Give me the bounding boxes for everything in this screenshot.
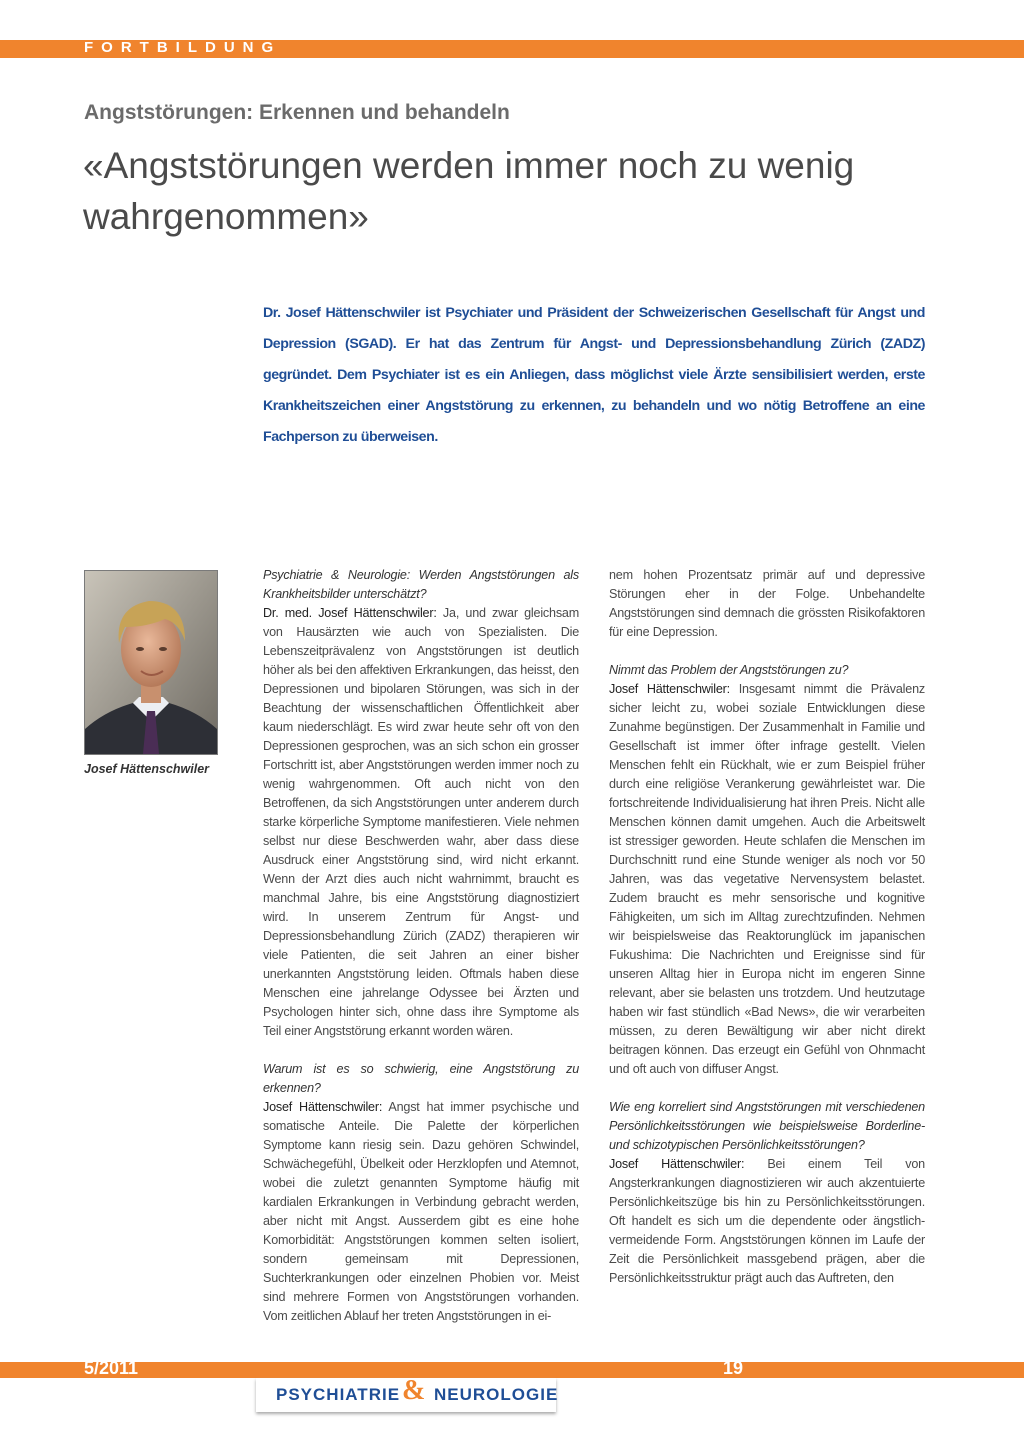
page-number: 19 <box>723 1358 744 1378</box>
issue-number: 5/2011 <box>84 1358 139 1378</box>
interview-answer: Insgesamt nimmt die Prävalenz sicher leicht zu, wobei soziale Entwicklungen diese Zunahme begünstigen. Der Zusammenhalt in Familie und Gesellschaft ist immer öfter infrage gestellt. Vielen Menschen fehlt ein Rückhalt, wie er zum Beispiel früher durch eine religiöse Verankerung gewährleistet war. Die fortschreitende Individualisierung hat ihren Preis. Nicht alle Menschen können damit umgehen. Auch die Arbeitswelt ist stressiger geworden. Heute schlafen die Menschen im Durchschnitt rund eine Stunde weniger als noch vor 50 Jahren, was das vegetative Nervensystem belastet. Zudem braucht es mehr sensorische und kognitive Fähigkeiten, um sich im Alltag zurechtzufinden. Nehmen wir beispielsweise das Reaktorunglück im japanischen Fukushima: Die Nachrichten und Ereignisse sind für unseren Alltag hier in Europa nicht im engeren Sinne relevant, aber sie belasten uns trotzdem. Und heutzutage haben wir fast stündlich «Bad News», die wir verarbeiten müssen, zu deren Bewältigung wir aber nicht direkt beitragen können. Das erzeugt ein Gefühl von Ohnmacht und oft auch von diffuser Angst. <box>609 682 925 1076</box>
text-column-2 <box>609 566 925 1288</box>
footer-bar <box>0 1362 1024 1378</box>
logo-ampersand: & <box>402 1375 426 1406</box>
photo-caption: Josef Hättenschwiler <box>84 762 210 776</box>
section-label: FORTBILDUNG <box>84 39 282 56</box>
logo-word-neurologie: NEUROLOGIE <box>434 1385 559 1404</box>
speaker-label: Josef Hättenschwiler: <box>609 1157 745 1171</box>
text-column-1 <box>263 566 579 1326</box>
article-kicker: Angststörungen: Erkennen und behandeln <box>84 101 510 124</box>
interview-answer: Angst hat immer psychische und somatische Anteile. Die Palette der körperlichen Symptome kann riesig sein. Dazu gehören Schwindel, Schwächegefühl, Übelkeit oder Herzklopfen und Atemnot, wobei die zuletzt genannten Symptome häufig mit kardialen Erkrankungen in Verbindung gebracht werden, aber nicht mit Angst. Ausserdem gibt es eine hohe Komorbidität: Angststörungen kommen selten isoliert, sondern gemeinsam mit Depressionen, Suchterkrankungen oder einzelnen Phobien vor. Meist sind mehrere Formen von Angststörungen vorhanden. Vom zeitlichen Ablauf her treten Angststörungen in ei- <box>263 1100 579 1323</box>
interview-question: Wie eng korreliert sind Angststörungen mit verschiedenen Persönlichkeitsstörungen wie beispielsweise Borderline- und schizotypischen Persönlichkeitsstörungen? <box>609 1100 925 1152</box>
interview-answer: nem hohen Prozentsatz primär auf und depressive Störungen eher in der Folge. Unbehandelte Angststörungen sind demnach die grössten Risikofaktoren für eine Depression. <box>609 568 925 639</box>
logo-word-psychiatrie: PSYCHIATRIE <box>276 1385 401 1404</box>
article-lead: Dr. Josef Hättenschwiler ist Psychiater und Präsident der Schweizerischen Gesellschaft für Angst und Depression (SGAD). Er hat das Zentrum für Angst- und Depressionsbehandlung Zürich (ZADZ) gegründet. Dem Psychiater ist es ein Anliegen, dass möglichst viele Ärzte sensibilisiert werden, erste Krankheitszeichen einer Angststörung zu erkennen, zu behandeln und wo nötig Betroffene an eine Fachperson zu überweisen. <box>263 305 925 445</box>
speaker-label: Josef Hättenschwiler: <box>263 1100 383 1114</box>
interview-question: Nimmt das Problem der Angststörungen zu? <box>609 663 849 677</box>
speaker-label: Dr. med. Josef Hättenschwiler: <box>263 606 437 620</box>
section-bar <box>0 40 1024 58</box>
portrait-photo <box>84 570 218 755</box>
journal-logo <box>256 1375 559 1412</box>
interview-question: Warum ist es so schwierig, eine Angststörung zu erkennen? <box>263 1062 579 1095</box>
speaker-label: Josef Hättenschwiler: <box>609 682 730 696</box>
interview-answer: Bei einem Teil von Angsterkrankungen diagnostizieren wir auch akzentuierte Persönlichkeitszüge bis hin zu Persönlichkeitsstörungen. Oft handelt es sich um die dependente oder ängstlich-vermeidende Form. Angststörungen können im Laufe der Zeit die Persönlichkeit massgebend prägen, aber die Persönlichkeitsstruktur prägt auch das Auftreten, den <box>609 1157 925 1285</box>
interview-question: Psychiatrie & Neurologie: Werden Angststörungen als Krankheitsbilder unterschätzt? <box>263 568 579 601</box>
interview-answer: Ja, und zwar gleichsam von Hausärzten wie auch von Spezialisten. Die Lebenszeitprävalenz von Angststörungen ist deutlich höher als bei den affektiven Erkrankungen, das heisst, den Depressionen und bipolaren Störungen, was sich in der Beachtung der wissenschaftlichen Öffentlichkeit aber kaum niederschlägt. Es wird zwar heute sehr oft von den Depressionen gesprochen, was an sich schon ein grosser Fortschritt ist, aber Angststörungen werden immer noch zu wenig wahrgenommen. Oft auch nicht von den Betroffenen, da sich Angststörungen unter anderem durch starke körperliche Symptome manifestieren. Viele nehmen selbst nur diese Beschwerden wahr, aber dass diese Ausdruck einer Angststörung sind, wird nicht erkannt. Wenn der Arzt dies auch nicht wahrnimmt, braucht es manchmal Jahre, bis eine Angststörung diagnostiziert wird. In unserem Zentrum für Angst- und Depressionsbehandlung Zürich (ZADZ) therapieren wir viele Patienten, die seit Jahren an einer bisher unerkannten Angststörung leiden. Oftmals haben diese Menschen eine jahrelange Odyssee bei Ärzten und Psychologen hinter sich, ohne dass ihre Symptome als Teil einer Angststörung erkannt worden wären. <box>263 606 580 1038</box>
article-title: «Angststörungen werden immer noch zu wenig wahrgenommen» <box>83 145 855 237</box>
